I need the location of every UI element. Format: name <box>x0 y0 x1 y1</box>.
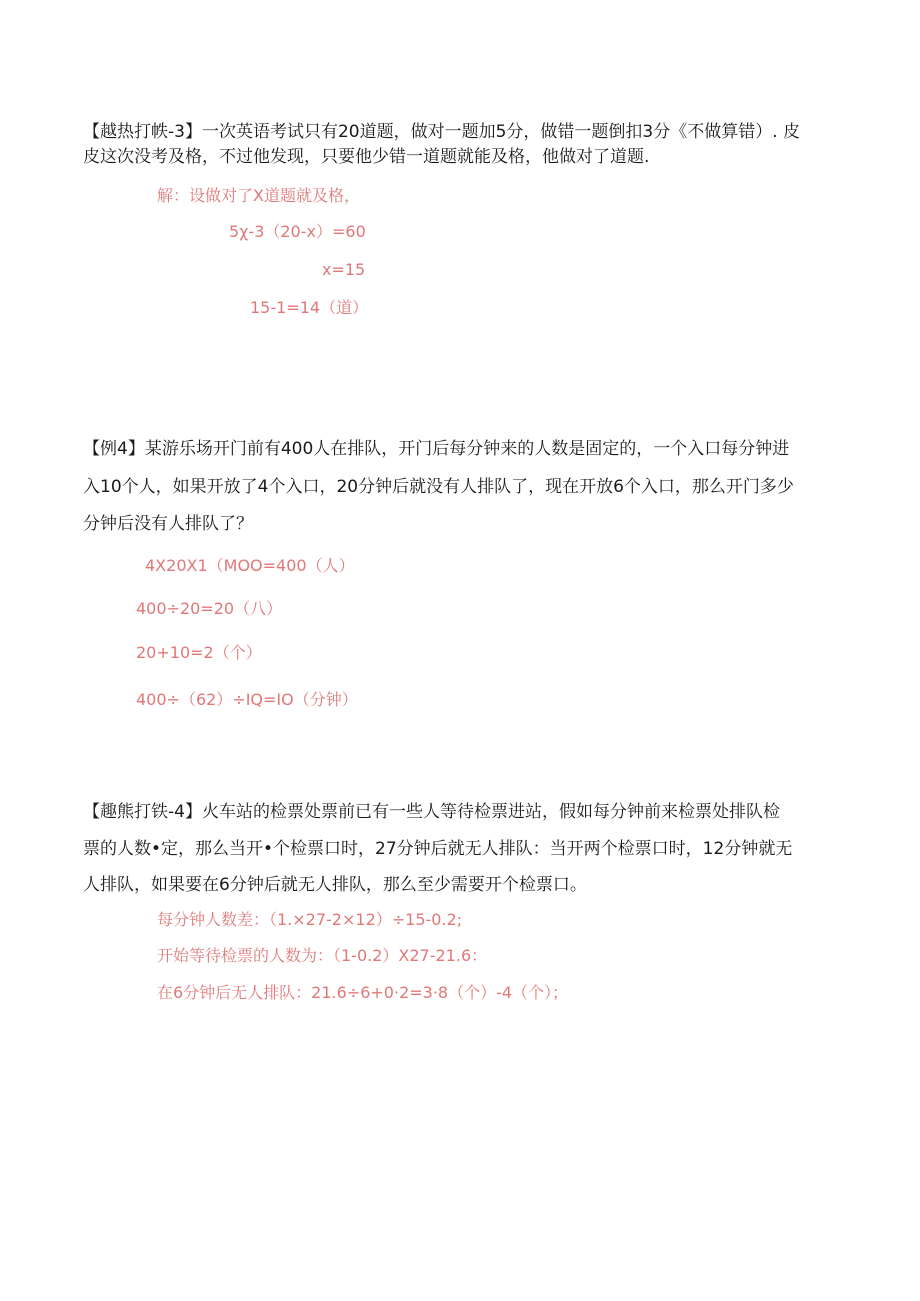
problem-1-text-line-1: 【越热打帙-3】一次英语考试只有20道题，做对一题加5分，做错一题倒扣3分《不做算错）. 皮 <box>83 122 801 142</box>
problem-1-solution-line-2: 5χ-3（20-x）=60 <box>229 222 366 241</box>
problem-2-text-line-3: 分钟后没有人排队了？ <box>83 514 253 534</box>
problem-3-solution-line-2: 开始等待检票的人数为：（1-0.2）X27-21.6： <box>157 946 488 965</box>
problem-3-solution-line-3: 在6分钟后无人排队：21.6÷6+0·2=3·8（个）-4（个）； <box>157 983 569 1002</box>
problem-1-solution-line-4: 15-1=14（道） <box>250 298 369 317</box>
problem-1-text-line-2: 皮这次没考及格，不过他发现，只要他少错一道题就能及格，他做对了道题. <box>83 147 650 167</box>
problem-2-text-line-1: 【例4】某游乐场开门前有400人在排队，开门后每分钟来的人数是固定的，一个入口每分钟进 <box>83 439 790 459</box>
problem-2-solution-line-1: 4X20X1（MOO=400（人） <box>145 556 355 575</box>
problem-2-solution-line-3: 20+10=2（个） <box>136 643 262 662</box>
problem-3-solution-line-1: 每分钟人数差：（1.×27-2×12）÷15-0.2; <box>157 910 463 929</box>
problem-2-text-line-2: 入10个人，如果开放了4个入口，20分钟后就没有人排队了，现在开放6个入口，那么开门多少 <box>83 477 794 497</box>
problem-3-text-line-2: 票的人数•定，那么当开•个检票口时，27分钟后就无人排队：当开两个检票口时，12分钟就无 <box>83 839 793 859</box>
problem-3-text-line-3: 人排队，如果要在6分钟后就无人排队，那么至少需要开个检票口。 <box>83 875 587 895</box>
problem-2-solution-line-2: 400÷20=20（八） <box>136 599 283 618</box>
problem-1-solution-line-3: x=15 <box>322 260 366 279</box>
problem-1-solution-line-1: 解：设做对了X道题就及格， <box>157 186 360 205</box>
problem-2-solution-line-4: 400÷（62）÷IQ=IO（分钟） <box>136 690 358 709</box>
problem-3-text-line-1: 【趣熊打铁-4】火车站的检票处票前已有一些人等待检票进站，假如每分钟前来检票处排队检 <box>83 802 780 822</box>
